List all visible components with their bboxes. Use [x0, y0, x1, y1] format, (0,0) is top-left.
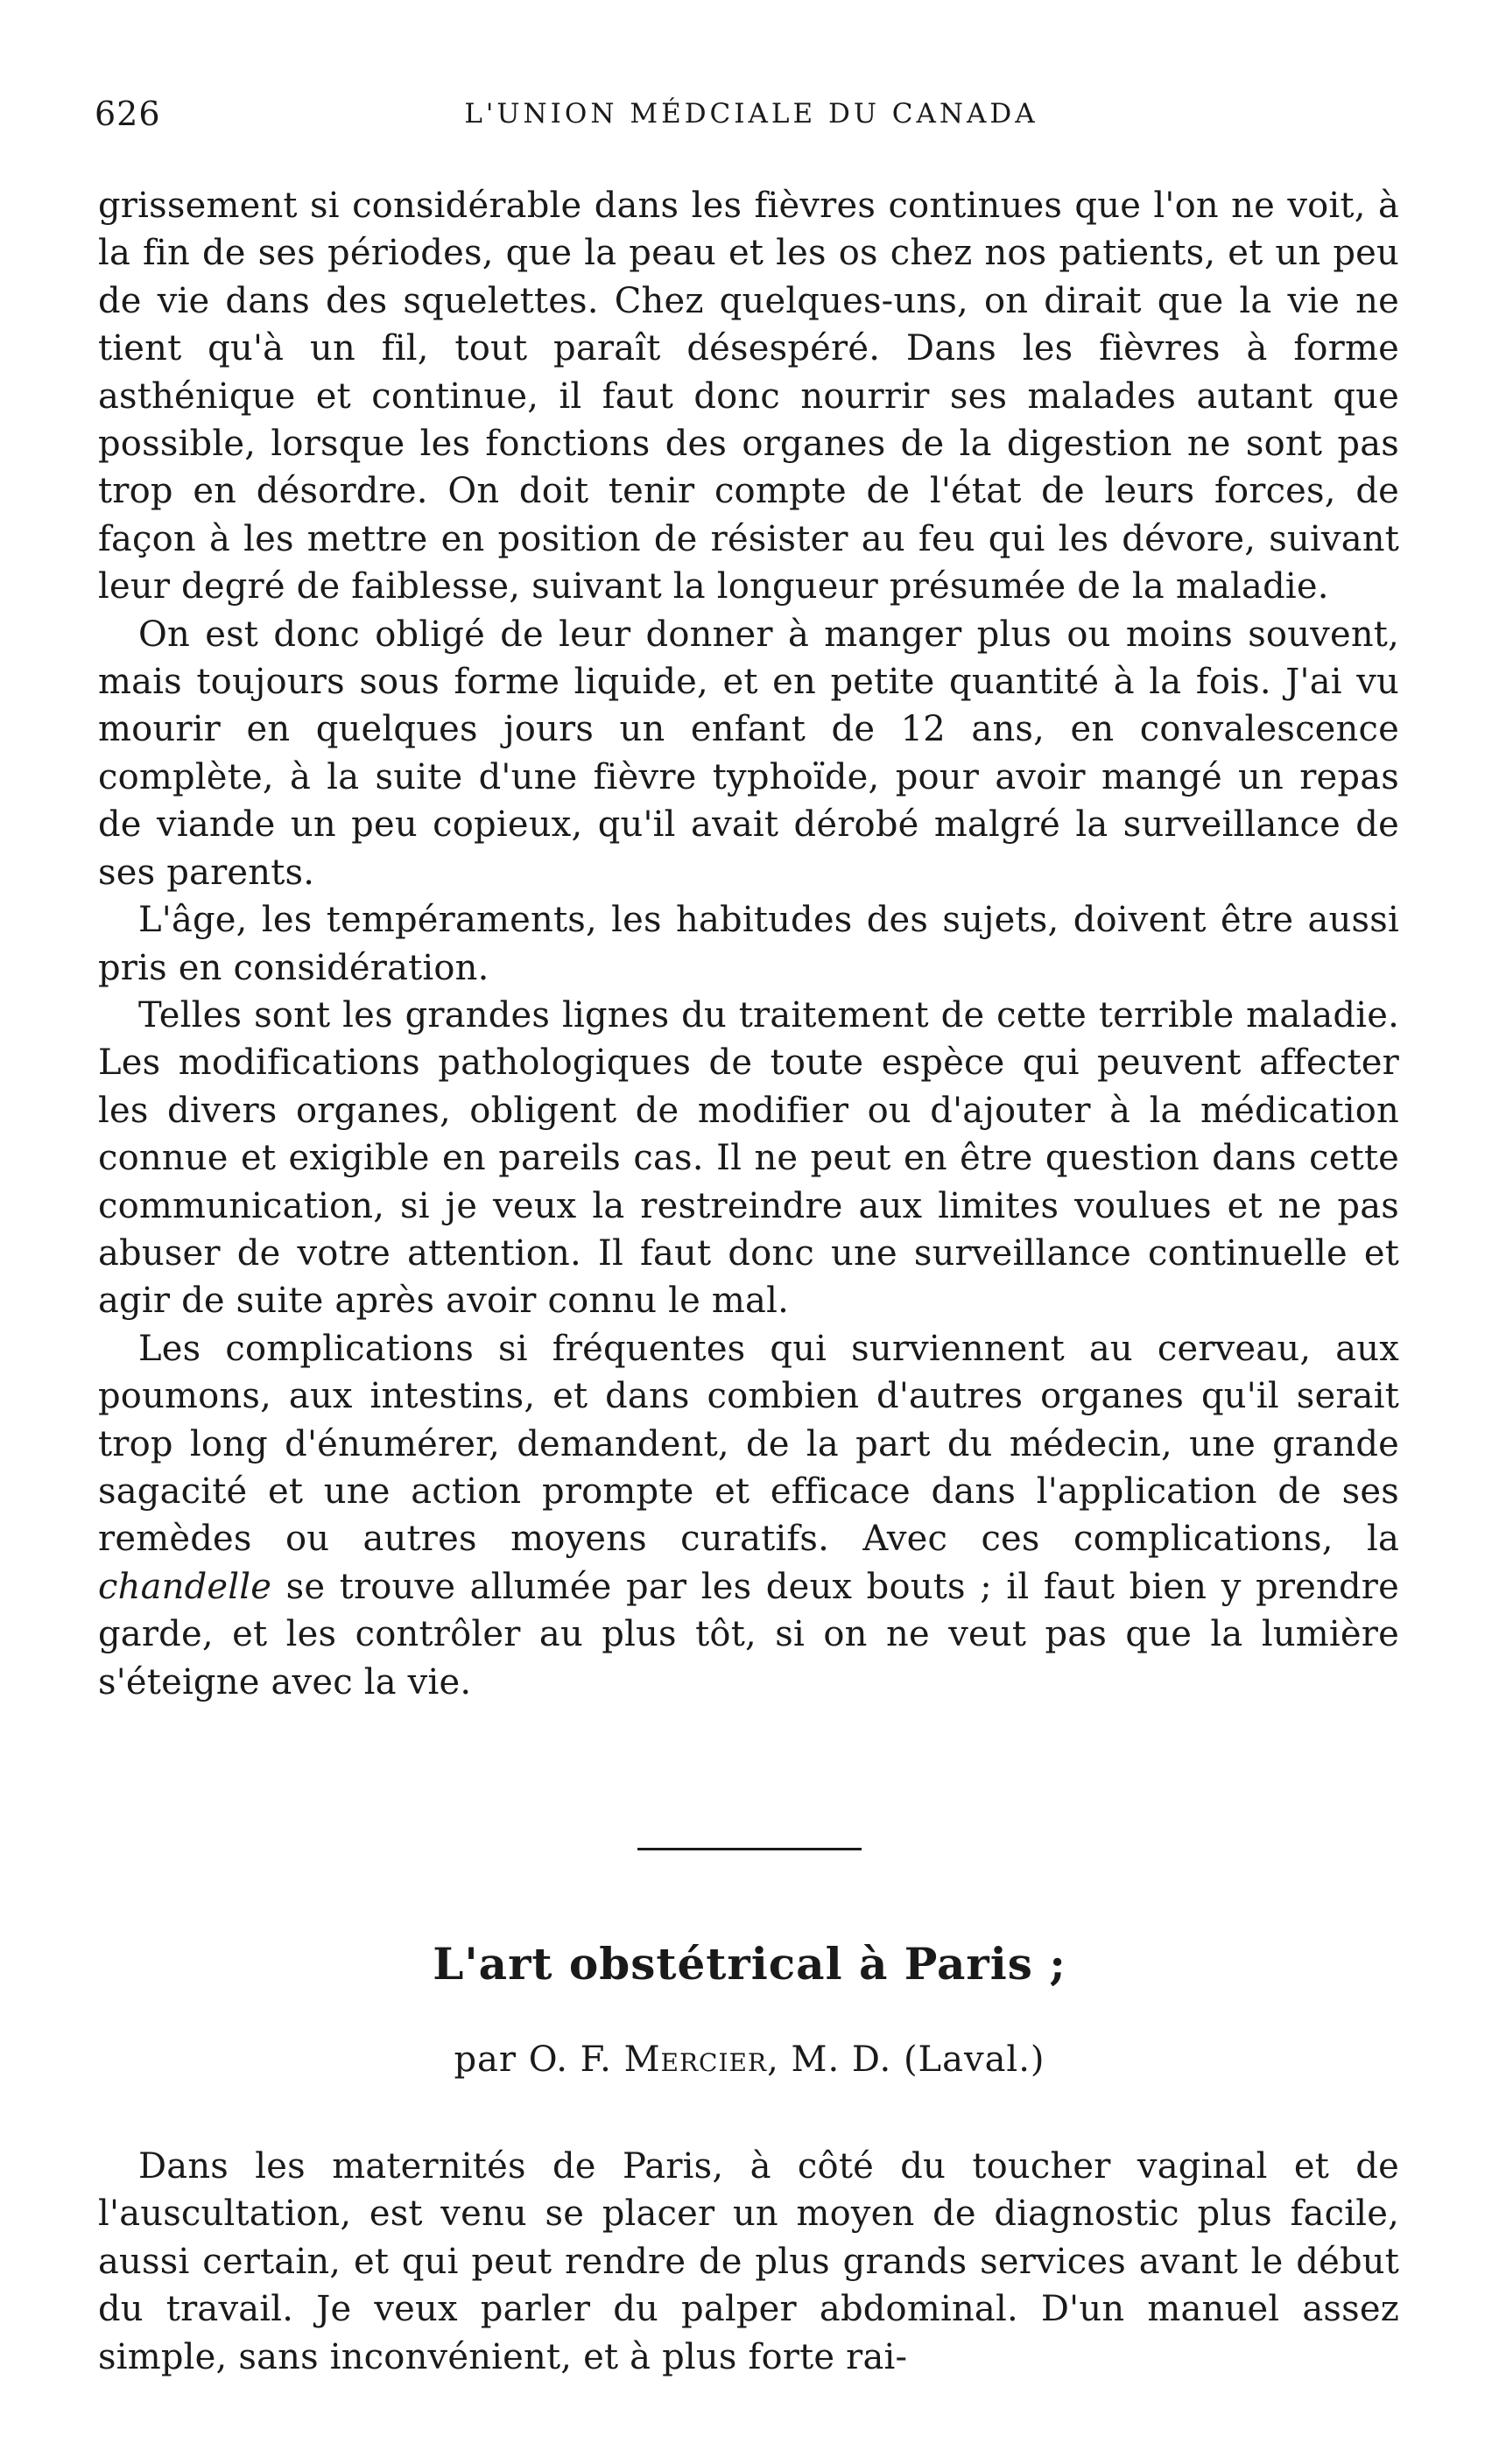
- paragraph: grissement si considérable dans les fièvres continues que l'on ne voit, à la fin de ses périodes, que la peau et les os chez nos patients, et un peu de vie dans des squelettes. Chez quelques-uns, on dirait que la vie ne tient qu'à un fil, tout paraît désespéré. Dans les fièvres à forme asthénique et continue, il faut donc nourrir ses malades autant que possible, lorsque les fonctions des organes de la digestion ne sont pas trop en désordre. On doit tenir compte de l'état de leurs forces, de façon à les mettre en position de résister au feu qui les dévore, suivant leur degré de faiblesse, suivant la longueur présumée de la maladie.: [98, 186, 1399, 607]
- paragraph: Dans les maternités de Paris, à côté du toucher vaginal et de l'auscultation, est venu se placer un moyen de diagnostic plus facile, aussi certain, et qui peut rendre de plus grands services avant le début du travail. Je veux parler du palper abdominal. D'un manuel assez simple, sans inconvénient, et à plus forte rai-: [98, 2146, 1399, 2377]
- italic-word: chandelle: [98, 1566, 272, 1607]
- article-title: L'art obstétrical à Paris ;: [433, 1938, 1066, 1990]
- paragraph-text: se trouve allumée par les deux bouts ; il faut bien y prendre garde, et les contrôler au plus tôt, si on ne veut pas que la lumière s'éteigne avec la vie.: [98, 1566, 1399, 1702]
- article-body: [98, 2143, 1399, 2381]
- byline-suffix: , M. D. (Laval.): [767, 2039, 1045, 2080]
- running-title: L'UNION MÉDCIALE DU CANADA: [464, 98, 1038, 130]
- byline-prefix: par O. F.: [454, 2039, 624, 2080]
- paragraph: [98, 1325, 1399, 1706]
- byline: [0, 2039, 1499, 2080]
- paragraph-text: Les complications si fréquentes qui surviennent au cerveau, aux poumons, aux intestins, et dans combien d'autres organes qu'il serait trop long d'énumérer, demandent, de la part du médecin, une grande sagacité et une action prompte et efficace dans l'application de ses remèdes ou autres moyens curatifs. Avec ces complications, la: [98, 1328, 1399, 1560]
- page-number: 626: [95, 95, 161, 133]
- paragraph: L'âge, les tempéraments, les habitudes des sujets, doivent être aussi pris en considération.: [98, 900, 1399, 988]
- page-header: [95, 95, 1408, 147]
- paragraph: Telles sont les grandes lignes du traitement de cette terrible maladie. Les modifications pathologiques de toute espèce qui peuvent affecter les divers organes, obligent de modifier ou d'ajouter à la médication connue et exigible en pareils cas. Il ne peut en être question dans cette communication, si je veux la restreindre aux limites voulues et ne pas abuser de votre attention. Il faut donc une surveillance continuelle et agir de suite après avoir connu le mal.: [98, 994, 1399, 1322]
- body-text: [98, 182, 1399, 1706]
- paragraph: On est donc obligé de leur donner à manger plus ou moins souvent, mais toujours sous forme liquide, et en petite quantité à la fois. J'ai vu mourir en quelques jours un enfant de 12 ans, en convalescence complète, à la suite d'une fièvre typhoïde, pour avoir mangé un repas de viande un peu copieux, qu'il avait dérobé malgré la surveillance de ses parents.: [98, 614, 1399, 893]
- author-name: Mercier: [623, 2039, 768, 2080]
- section-divider: [637, 1848, 862, 1850]
